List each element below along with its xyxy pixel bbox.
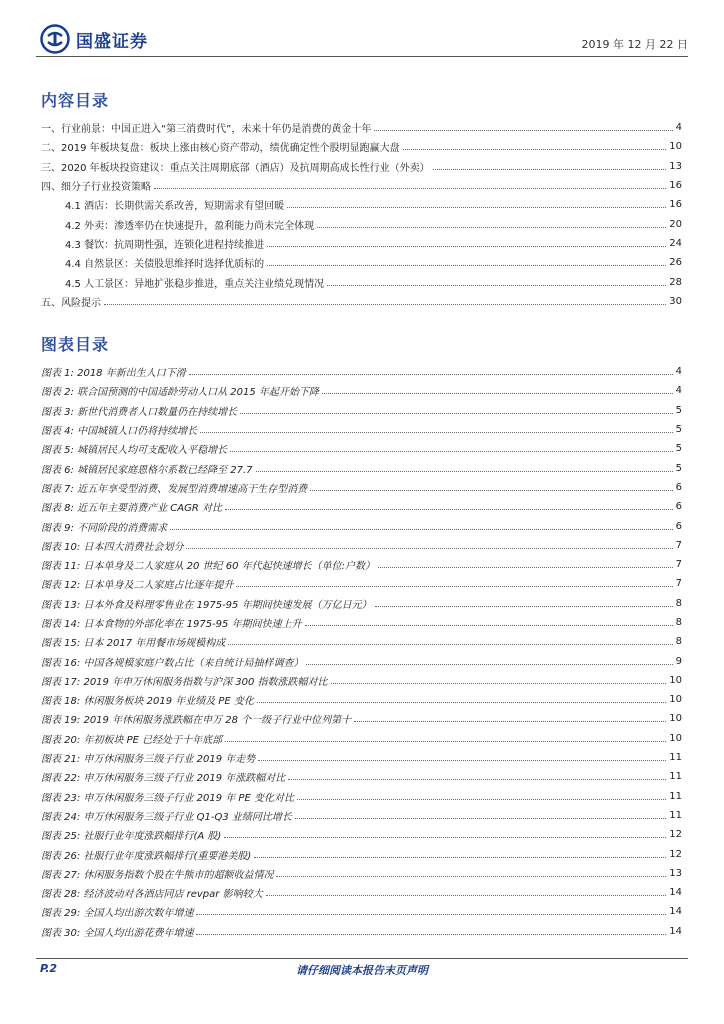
leader-dots [267, 265, 666, 266]
contents-entry[interactable] [41, 195, 682, 214]
contents-entry-label: 4.3 餐饮：抗周期性强，连锁化进程持续推进 [65, 236, 266, 251]
figure-entry-label: 图表 19: 2019 年休闲服务涨跌幅在申万 28 个一级子行业中位列第十 [41, 711, 353, 726]
footer-divider [36, 958, 688, 959]
figure-entry-page: 6 [675, 520, 682, 532]
figure-entry-page: 8 [675, 617, 682, 628]
figure-entry[interactable] [41, 787, 682, 806]
contents-entry[interactable] [41, 118, 682, 137]
contents-entry[interactable] [41, 157, 682, 176]
figures-title: 图表目录 [41, 335, 110, 354]
figure-entry[interactable] [41, 883, 682, 902]
figure-entry-label: 图表 25: 社服行业年度涨跌幅排行(A 股) [41, 827, 223, 842]
logo-text: 国盛证券 [76, 31, 148, 52]
figure-entry-page: 10 [669, 713, 682, 725]
figure-entry-label: 图表 6: 城镇居民家庭恩格尔系数已经降至 27.7 [41, 461, 255, 476]
figure-entry-page: 11 [669, 752, 682, 764]
leader-dots [305, 625, 673, 626]
leader-dots [297, 799, 666, 800]
leader-dots [200, 432, 673, 433]
figure-entry[interactable] [41, 594, 682, 613]
leader-dots [225, 509, 673, 510]
contents-entry-label: 4.5 人工景区：异地扩张稳步推进，重点关注业绩兑现情况 [65, 275, 326, 290]
figure-entry-label: 图表 18: 休闲服务板块 2019 年业绩及 PE 变化 [41, 692, 256, 707]
leader-dots [228, 644, 672, 645]
header-divider [36, 56, 688, 57]
figure-entry[interactable] [41, 806, 682, 825]
figures-list [41, 362, 682, 941]
figure-entry-page: 13 [669, 867, 682, 879]
figure-entry-page: 11 [669, 790, 682, 802]
contents-entry[interactable] [41, 234, 682, 253]
figure-entry[interactable] [41, 709, 682, 728]
figure-entry-page: 7 [675, 539, 682, 551]
leader-dots [331, 683, 667, 684]
figure-entry-label: 图表 5: 城镇居民人均可支配收入平稳增长 [41, 441, 229, 456]
figure-entry[interactable] [41, 613, 682, 632]
leader-dots [327, 285, 666, 286]
footer-disclaimer: 请仔细阅读本报告末页声明 [296, 964, 428, 977]
figure-entry-label: 图表 12: 日本单身及二人家庭占比逐年提升 [41, 576, 235, 591]
figure-entry[interactable] [41, 651, 682, 670]
figure-entry[interactable] [41, 574, 682, 593]
leader-dots [224, 837, 666, 838]
leader-dots [196, 934, 666, 935]
contents-entry-label: 4.4 自然景区：关债股思维择时选择优质标的 [65, 255, 266, 270]
figure-entry-page: 5 [675, 443, 682, 455]
figure-entry-label: 图表 26: 社服行业年度涨跌幅排行(重要港美股) [41, 847, 253, 862]
contents-entry-label: 4.1 酒店：长期供需关系改善，短期需求有望回暖 [65, 197, 286, 212]
figure-entry[interactable] [41, 401, 682, 420]
figure-entry-page: 12 [669, 848, 682, 860]
figure-entry[interactable] [41, 555, 682, 574]
leader-dots [310, 490, 673, 491]
figure-entry-page: 5 [675, 462, 682, 474]
figure-entry[interactable] [41, 420, 682, 439]
leader-dots [104, 304, 666, 305]
figure-entry-label: 图表 3: 新世代消费者人口数量仍在持续增长 [41, 403, 239, 418]
figure-entry-page: 10 [669, 732, 682, 744]
figure-entry-page: 6 [675, 501, 682, 513]
leader-dots [378, 567, 673, 568]
contents-list [41, 118, 682, 311]
contents-entry-label: 二、2019 年板块复盘：板块上涨由核心资产带动，绩优确定性个股明显跑赢大盘 [41, 139, 402, 154]
leader-dots [306, 664, 672, 665]
leader-dots [322, 393, 673, 394]
leader-dots [225, 741, 666, 742]
leader-dots [276, 876, 666, 877]
leader-dots [154, 188, 666, 189]
figure-entry-label: 图表 2: 联合国预测的中国适龄劳动人口从 2015 年起开始下降 [41, 383, 321, 398]
figure-entry-label: 图表 14: 日本食物的外部化率在 1975-95 年期间快速上升 [41, 615, 304, 630]
figure-entry[interactable] [41, 536, 682, 555]
contents-entry[interactable] [41, 214, 682, 233]
leader-dots [254, 857, 666, 858]
figure-entry-page: 9 [675, 655, 682, 667]
figure-entry-label: 图表 24: 申万休闲服务三级子行业 Q1-Q3 业绩同比增长 [41, 808, 294, 823]
figure-entry[interactable] [41, 632, 682, 651]
figure-entry-label: 图表 17: 2019 年申万休闲服务指数与沪深 300 指数涨跌幅对比 [41, 673, 330, 688]
leader-dots [375, 606, 673, 607]
figure-entry-page: 8 [675, 636, 682, 648]
figure-entry-label: 图表 1: 2018 年新出生人口下滑 [41, 364, 188, 379]
leader-dots [196, 914, 666, 915]
leader-dots [257, 702, 666, 703]
figure-entry-label: 图表 22: 申万休闲服务三级子行业 2019 年涨跌幅对比 [41, 769, 287, 784]
guosheng-logo-icon [40, 24, 70, 54]
figure-entry-label: 图表 10: 日本四大消费社会划分 [41, 538, 185, 553]
contents-entry-label: 四、细分子行业投资策略 [41, 178, 153, 193]
figure-entry-label: 图表 20: 年初板块 PE 已经处于十年底部 [41, 731, 224, 746]
contents-entry-page: 4 [675, 122, 682, 134]
figure-entry[interactable] [41, 729, 682, 748]
figure-entry-page: 5 [675, 404, 682, 416]
contents-entry[interactable] [41, 292, 682, 311]
figure-entry-label: 图表 13: 日本外食及料理零售业在 1975-95 年期间快速发展（万亿日元） [41, 596, 374, 611]
figure-entry[interactable] [41, 748, 682, 767]
figure-entry-page: 6 [675, 481, 682, 493]
figure-entry-label: 图表 28: 经济波动对各酒店同店 revpar 影响较大 [41, 885, 265, 900]
figure-entry[interactable] [41, 458, 682, 477]
figure-entry-page: 8 [675, 597, 682, 609]
figure-entry[interactable] [41, 922, 682, 941]
leader-dots [295, 818, 666, 819]
leader-dots [230, 451, 673, 452]
figure-entry[interactable] [41, 516, 682, 535]
contents-entry[interactable] [41, 176, 682, 195]
leader-dots [189, 374, 673, 375]
figure-entry-label: 图表 4: 中国城镇人口仍将持续增长 [41, 422, 199, 437]
contents-entry-label: 一、行业前景：中国正进入“第三消费时代”，未来十年仍是消费的黄金十年 [41, 120, 373, 135]
figure-entry-page: 11 [669, 809, 682, 821]
contents-entry-page: 20 [669, 218, 682, 230]
figure-entry-label: 图表 30: 全国人均出游花费年增速 [41, 924, 195, 939]
figure-entry[interactable] [41, 478, 682, 497]
figure-entry-label: 图表 21: 申万休闲服务三级子行业 2019 年走势 [41, 750, 257, 765]
leader-dots [186, 548, 672, 549]
contents-entry[interactable] [41, 137, 682, 156]
figure-entry-page: 14 [669, 887, 682, 899]
leader-dots [267, 246, 666, 247]
figure-entry[interactable] [41, 864, 682, 883]
leader-dots [317, 227, 666, 228]
figure-entry[interactable] [41, 825, 682, 844]
figure-entry[interactable] [41, 844, 682, 863]
contents-entry-page: 30 [669, 295, 682, 307]
leader-dots [374, 130, 672, 131]
report-date: 2019 年 12 月 22 日 [581, 38, 688, 51]
figure-entry-label: 图表 9: 不同阶段的消费需求 [41, 519, 169, 534]
figure-entry-label: 图表 27: 休闲服务指数个股在牛熊市的超额收益情况 [41, 866, 275, 881]
contents-entry-page: 16 [669, 199, 682, 211]
page-header [36, 20, 688, 56]
figure-entry-label: 图表 7: 近五年享受型消费、发展型消费增速高于生存型消费 [41, 480, 309, 495]
contents-entry-label: 五、风险提示 [41, 294, 103, 309]
figure-entry-label: 图表 23: 申万休闲服务三级子行业 2019 年 PE 变化对比 [41, 789, 296, 804]
leader-dots [170, 529, 673, 530]
figure-entry-page: 4 [675, 366, 682, 378]
figure-entry-page: 12 [669, 829, 682, 841]
leader-dots [288, 779, 666, 780]
contents-entry-page: 16 [669, 180, 682, 192]
contents-title: 内容目录 [41, 91, 110, 110]
figure-entry-page: 7 [675, 559, 682, 571]
figure-entry-page: 5 [675, 424, 682, 436]
contents-entry[interactable] [41, 253, 682, 272]
leader-dots [403, 149, 667, 150]
figure-entry-page: 14 [669, 925, 682, 937]
figure-entry-label: 图表 15: 日本 2017 年用餐市场规模构成 [41, 634, 227, 649]
figure-entry[interactable] [41, 690, 682, 709]
leader-dots [287, 207, 666, 208]
figure-entry[interactable] [41, 381, 682, 400]
logo [40, 24, 148, 54]
contents-entry-page: 13 [669, 160, 682, 172]
figure-entry[interactable] [41, 902, 682, 921]
figure-entry-label: 图表 8: 近五年主要消费产业 CAGR 对比 [41, 499, 224, 514]
figure-entry-label: 图表 11: 日本单身及二人家庭从 20 世纪 60 年代起快速增长（单位:户数） [41, 557, 377, 572]
figure-entry-label: 图表 16: 中国各规模家庭户数占比（来自统计局抽样调查） [41, 654, 305, 669]
contents-entry-page: 26 [669, 257, 682, 269]
leader-dots [354, 721, 666, 722]
figure-entry-page: 10 [669, 674, 682, 686]
figure-entry-page: 7 [675, 578, 682, 590]
leader-dots [258, 760, 666, 761]
contents-entry-page: 28 [669, 276, 682, 288]
figure-entry-page: 14 [669, 906, 682, 918]
contents-entry-page: 24 [669, 237, 682, 249]
contents-entry[interactable] [41, 272, 682, 291]
figure-entry-page: 10 [669, 694, 682, 706]
figure-entry[interactable] [41, 671, 682, 690]
leader-dots [433, 169, 667, 170]
page-number: P.2 [40, 962, 58, 975]
contents-entry-page: 10 [669, 141, 682, 153]
figure-entry[interactable] [41, 362, 682, 381]
leader-dots [240, 413, 673, 414]
figure-entry[interactable] [41, 767, 682, 786]
figure-entry-label: 图表 29: 全国人均出游次数年增速 [41, 904, 195, 919]
leader-dots [256, 471, 673, 472]
figure-entry[interactable] [41, 439, 682, 458]
leader-dots [266, 895, 667, 896]
contents-entry-label: 三、2020 年板块投资建议：重点关注周期底部（酒店）及抗周期高成长性行业（外卖） [41, 159, 432, 174]
leader-dots [236, 586, 672, 587]
figure-entry-page: 11 [669, 771, 682, 783]
figure-entry-page: 4 [675, 385, 682, 397]
contents-entry-label: 4.2 外卖：渗透率仍在快速提升，盈利能力尚未完全体现 [65, 217, 316, 232]
figure-entry[interactable] [41, 497, 682, 516]
